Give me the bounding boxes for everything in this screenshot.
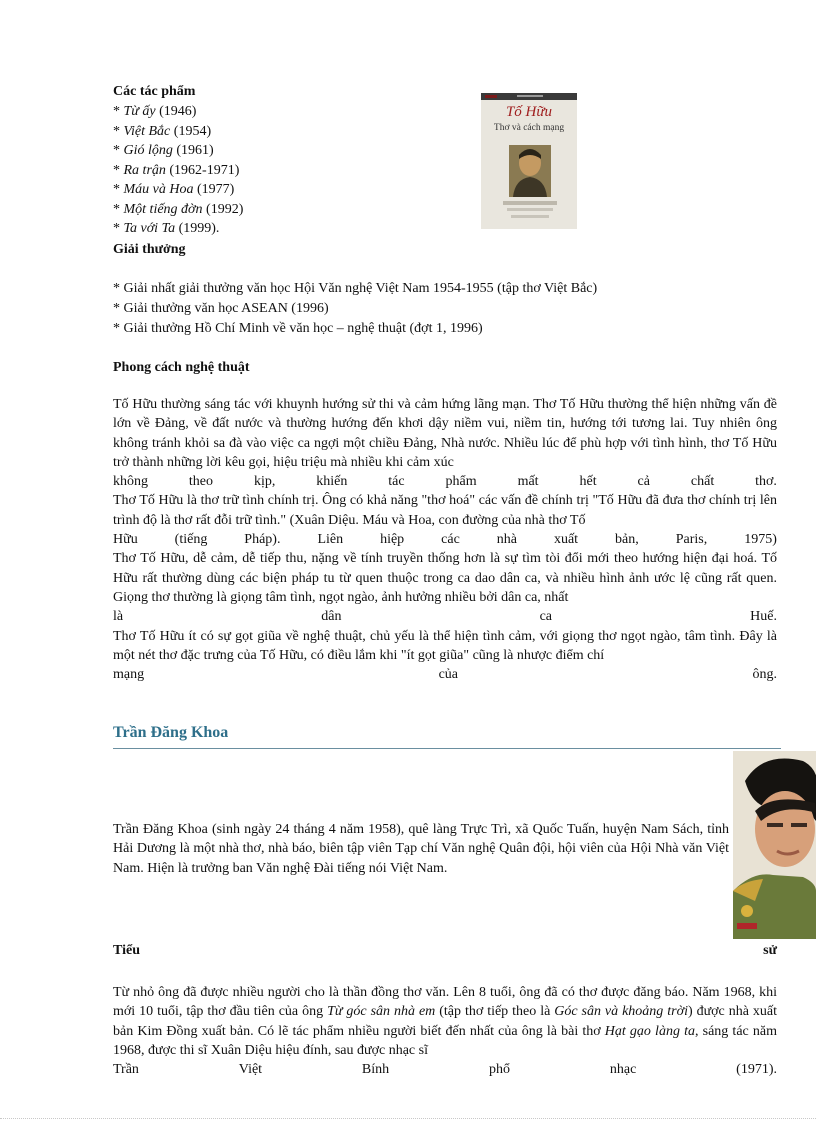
list-item: * Giải thưởng văn học ASEAN (1996) — [113, 301, 329, 316]
justified-line: mạng của ông. — [113, 667, 777, 683]
section-title: Trần Đăng Khoa — [113, 724, 229, 741]
book-cover-title: Tố Hữu — [505, 104, 553, 120]
paragraph: Thơ Tố Hữu ít có sự gọt giũa về nghệ thuật, chủ yếu là thể hiện tình cảm, với giọng thơ ngọt ngào, tâm tình. Đây là một nét thơ đặc trưng của Tố Hữu, có điều lắm khi "ít gọt giũa" cũng là nhược điểm chí — [113, 628, 777, 663]
bio-heading: Tiểu sử — [113, 943, 777, 958]
justified-line: không theo kịp, khiến tác phẩm mất hết cả chất thơ. — [113, 474, 777, 490]
portrait-photo — [733, 751, 816, 939]
list-item: * Giải nhất giải thưởng văn học Hội Văn nghệ Việt Nam 1954-1955 (tập thơ Việt Bắc) — [113, 281, 598, 296]
section-divider — [113, 748, 781, 749]
list-item: * Ta với Ta (1999). — [113, 221, 220, 236]
justified-line: Trần Việt Bính phổ nhạc (1971). — [113, 1062, 777, 1078]
list-item: * Máu và Hoa (1977) — [113, 182, 235, 197]
list-item: * Gió lộng (1961) — [113, 143, 214, 158]
style-heading: Phong cách nghệ thuật — [113, 360, 250, 375]
khoa-intro: Trần Đăng Khoa (sinh ngày 24 tháng 4 năm 1958), quê làng Trực Trì, xã Quốc Tuấn, huyện Nam Sách, tỉnh Hải Dương là một nhà thơ, nhà báo, biên tập viên Tạp chí Văn nghệ Quân đội, hội viên của Hội Nhà văn Việt Nam. Hiện là trưởng ban Văn nghệ Đài tiếng nói Việt Nam. — [113, 822, 729, 876]
works-heading: Các tác phẩm — [113, 84, 196, 99]
paragraph: Thơ Tố Hữu, dễ cảm, dễ tiếp thu, nặng về tính truyền thống hơn là sự tìm tòi đổi mới theo hướng hiện đại hoá. Tố Hữu rất thường dùng các biện pháp tu từ quen thuộc trong ca dao dân ca, và nhiều hình ảnh ước lệ cũng rất quen. Giọng thơ thường là giọng tâm tình, ngọt ngào, ảnh hưởng nhiều bởi dân ca, nhất — [113, 551, 777, 605]
list-item: * Ra trận (1962-1971) — [113, 162, 240, 178]
awards-heading: Giải thưởng — [113, 242, 186, 257]
paragraph: Tố Hữu thường sáng tác với khuynh hướng sử thi và cảm hứng lãng mạn. Thơ Tố Hữu thường thể hiện những vấn đề lớn về Đảng, về đất nước và thường hướng đến khơi dậy niềm vui, niềm tin, hướng tới tương lai. Tuy nhiên ông không tránh khỏi sa đà vào việc ca ngợi một chiều Đảng, Nhà nước. Nhiều lúc để phù hợp với tình hình, thơ Tố Hữu trở thành những lời kêu gọi, hiệu triệu mà nhiều khi cảm xúc — [113, 397, 777, 470]
list-item: * Từ ấy (1946) — [113, 104, 197, 119]
khoa-bio — [113, 983, 777, 1079]
justified-line: Hữu (tiếng Pháp). Liên hiệp các nhà xuất bản, Paris, 1975) — [113, 532, 777, 548]
style-text — [113, 395, 777, 684]
book-cover-subtitle: Thơ và cách mạng — [493, 123, 565, 133]
list-item: * Một tiếng đờn (1992) — [113, 201, 244, 217]
book-cover-image — [481, 93, 577, 229]
paragraph: Từ nhỏ ông đã được nhiều người cho là thần đồng thơ văn. Lên 8 tuổi, ông đã có thơ được đăng báo. Năm 1968, khi mới 10 tuổi, tập thơ đầu tiên của ông Từ góc sân nhà em (tập thơ tiếp theo là Góc sân và khoảng trời) được nhà xuất bản Kim Đồng xuất bản. Có lẽ tác phẩm nhiều người biết đến nhất của ông là bài thơ Hạt gạo làng ta, sáng tác năm 1968, được thi sĩ Xuân Diệu hiệu đính, sau được nhạc sĩ — [113, 985, 777, 1058]
justified-line: là dân ca Huế. — [113, 609, 777, 625]
list-item: * Giải thưởng Hồ Chí Minh về văn học – nghệ thuật (đợt 1, 1996) — [113, 321, 483, 336]
list-item: * Việt Bắc (1954) — [113, 123, 212, 139]
portrait-art — [733, 751, 816, 939]
page-bottom-border — [0, 1118, 816, 1119]
paragraph: Thơ Tố Hữu là thơ trữ tình chính trị. Ông có khả năng "thơ hoá" các vấn đề chính trị "Tố Hữu đã đưa thơ chính trị lên trình độ là thơ rất đỗi trữ tình." (Xuân Diệu. Máu và Hoa, con đường của nhà thơ Tố — [113, 493, 777, 528]
